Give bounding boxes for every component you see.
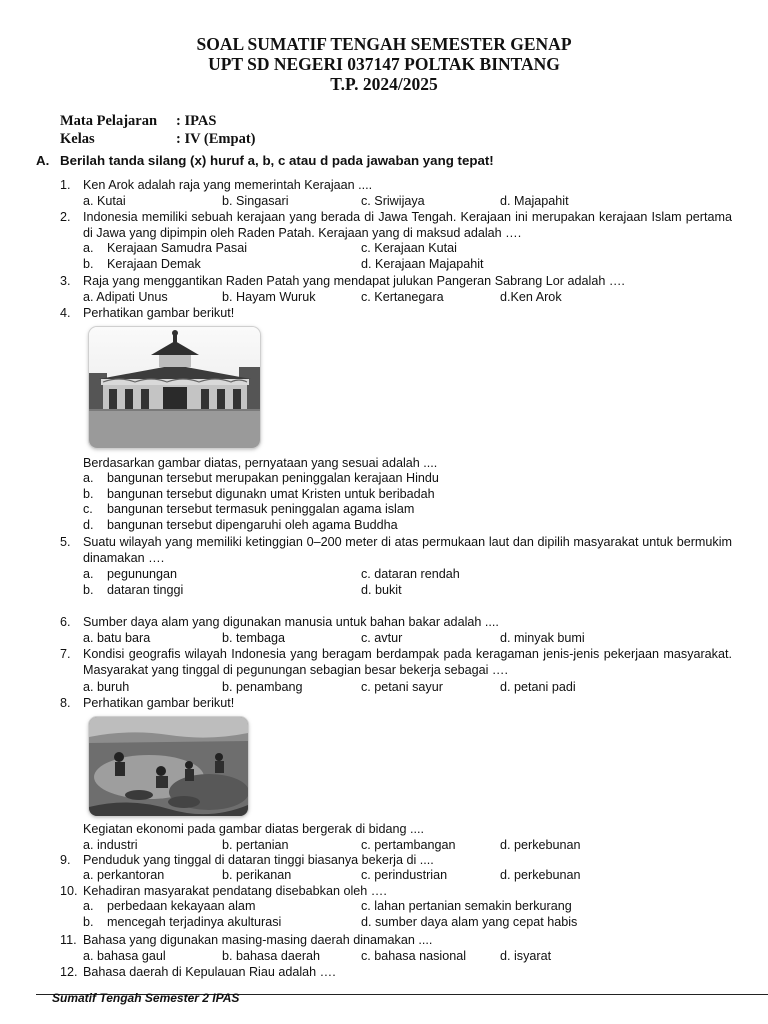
option-letter: b. [83,582,94,597]
question-4 [60,305,732,321]
option-letter: b. [83,256,94,271]
option-d[interactable]: d. bukit [361,582,402,597]
option-c[interactable]: c. petani sayur [361,680,443,694]
options-row [83,948,733,964]
option-letter: a. [83,899,94,913]
options-row [83,867,733,883]
option-letter: a. [83,471,94,485]
question-text: Indonesia memiliki sebuah kerajaan yang berada di Jawa Tengah. Kerajaan ini merupakan kerajaan Islam pertama di Jawa yang dipimpin oleh Raden Patah. Kerajaan yang di maksud adalah …. [83,210,732,240]
option-c[interactable]: c. perindustrian [361,868,448,882]
question-6 [60,614,732,630]
question-number: 11. [60,933,77,947]
option-c[interactable]: c. dataran rendah [361,567,460,581]
option-d[interactable]: d. Kerajaan Majapahit [361,256,484,271]
class-label: Kelas [60,131,95,147]
question-number: 12. [60,965,78,979]
option-b[interactable]: b. perikanan [222,868,292,882]
question-number: 8. [60,696,71,710]
question-number: 6. [60,615,71,629]
section-letter: A. [36,153,50,168]
question-caption: Berdasarkan gambar diatas, pernyataan yang sesuai adalah .... [83,456,438,470]
options-grid [83,899,733,930]
question-text: Perhatikan gambar berikut! [83,696,235,710]
options-row [83,679,733,695]
options-grid [83,241,733,272]
question-text: Perhatikan gambar berikut! [83,306,235,320]
option-a[interactable]: perbedaan kekayaan alam [107,899,256,913]
option-b[interactable]: b. tembaga [222,631,286,645]
options-grid [83,567,733,598]
option-d[interactable]: d. minyak bumi [500,631,585,645]
question-text: Kondisi geografis wilayah Indonesia yang beragam berdampak pada keragaman jenis-jenis pekerjaan masyarakat. Masyarakat yang tinggal di pegunungan sebagian besar bekerja sebagai …. [83,647,732,677]
option-d[interactable]: d. sumber daya alam yang cepat habis [361,914,578,929]
option-b[interactable]: mencegah terjadinya akulturasi [107,914,282,929]
option-a[interactable]: a. buruh [83,680,130,694]
option-b[interactable]: dataran tinggi [107,582,184,597]
option-b[interactable]: Kerajaan Demak [107,256,201,271]
exam-meta [60,112,255,148]
option-letter: c. [83,502,93,517]
question-text: Sumber daya alam yang digunakan manusia untuk bahan bakar adalah .... [83,615,499,629]
page-footer: Sumatif Tengah Semester 2 IPAS [52,991,240,1005]
option-c[interactable]: c. lahan pertanian semakin berkurang [361,899,572,913]
question-caption: Kegiatan ekonomi pada gambar diatas bergerak di bidang .... [83,822,424,836]
subject-value: : IPAS [176,113,217,129]
document-header [0,34,768,94]
option-a[interactable]: a. Kutai [83,194,126,208]
question-text: Ken Arok adalah raja yang memerintah Kerajaan .... [83,178,373,192]
option-c[interactable]: c. avtur [361,631,403,645]
question-text: Bahasa yang digunakan masing-masing daerah dinamakan .... [83,933,433,947]
option-a[interactable]: a. Adipati Unus [83,290,168,304]
option-b[interactable]: bangunan tersebut digunakn umat Kristen untuk beribadah [107,486,435,501]
option-d[interactable]: d. Majapahit [500,194,569,208]
question-7 [60,646,732,678]
question-text: Kehadiran masyarakat pendatang disebabkan oleh …. [83,884,387,898]
section-instruction [36,152,494,170]
option-letter: b. [83,486,94,501]
option-a[interactable]: Kerajaan Samudra Pasai [107,241,248,255]
option-b[interactable]: b. penambang [222,680,303,694]
options-row [83,837,733,853]
option-c[interactable]: c. Kertanegara [361,290,444,304]
option-a[interactable]: bangunan tersebut merupakan peninggalan kerajaan Hindu [107,471,439,485]
question-number: 2. [60,210,71,224]
option-c[interactable]: c. Sriwijaya [361,194,425,208]
question-number: 10. [60,884,78,898]
question-11 [60,932,732,948]
question-number: 1. [60,178,71,192]
question-12 [60,964,732,980]
question-3 [60,273,732,289]
option-d[interactable]: d.Ken Arok [500,290,562,304]
option-d[interactable]: d. isyarat [500,949,552,963]
options-row [83,289,733,305]
question-number: 3. [60,274,71,288]
option-c[interactable]: c. Kerajaan Kutai [361,241,457,255]
option-c[interactable]: c. bahasa nasional [361,949,467,963]
question-9 [60,852,732,868]
option-letter: a. [83,567,94,581]
option-letter: a. [83,241,94,255]
option-d[interactable]: d. petani padi [500,680,576,694]
option-c[interactable]: bangunan tersebut termasuk peninggalan agama islam [107,502,415,517]
question-number: 4. [60,306,71,320]
question-number: 7. [60,647,71,661]
question-text: Bahasa daerah di Kepulauan Riau adalah …. [83,965,336,979]
question-5 [60,534,732,566]
question-text: Suatu wilayah yang memiliki ketinggian 0–200 meter di atas permukaan laut dan dipilih masyarakat untuk bermukim dinamakan …. [83,535,732,565]
option-b[interactable]: b. pertanian [222,838,289,852]
question-text: Penduduk yang tinggal di dataran tinggi biasanya bekerja di .... [83,853,434,867]
palace-building-photo [89,327,260,448]
options-row [83,630,733,646]
option-a[interactable]: a. perkantoran [83,868,165,882]
option-a[interactable]: a. batu bara [83,631,151,645]
options-list [83,471,733,534]
option-d[interactable]: bangunan tersebut dipengaruhi oleh agama Buddha [107,518,398,533]
question-text: Raja yang menggantikan Raden Patah yang mendapat julukan Pangeran Sabrang Lor adalah …. [83,274,625,288]
question-8 [60,695,732,711]
option-a[interactable]: a. bahasa gaul [83,949,166,963]
option-b[interactable]: b. Hayam Wuruk [222,290,316,304]
option-b[interactable]: b. bahasa daerah [222,949,321,963]
mining-activity-photo [89,717,248,816]
question-4-caption [60,455,732,471]
question-1 [60,177,732,193]
options-row [83,193,733,209]
question-10 [60,883,732,899]
header-year: T.P. 2024/2025 [330,74,438,94]
header-title: SOAL SUMATIF TENGAH SEMESTER GENAP [196,34,572,54]
class-value: : IV (Empat) [176,131,256,147]
option-b[interactable]: b. Singasari [222,194,289,208]
question-8-caption [60,821,732,837]
option-letter: b. [83,914,94,929]
option-d[interactable]: d. perkebunan [500,868,581,882]
option-a[interactable]: a. industri [83,838,138,852]
option-d[interactable]: d. perkebunan [500,838,581,852]
question-number: 5. [60,535,71,549]
subject-label: Mata Pelajaran [60,113,158,129]
section-text: Berilah tanda silang (x) huruf a, b, c atau d pada jawaban yang tepat! [60,153,494,168]
option-a[interactable]: pegunungan [107,567,178,581]
header-school: UPT SD NEGERI 037147 POLTAK BINTANG [208,54,560,74]
option-c[interactable]: c. pertambangan [361,838,456,852]
question-number: 9. [60,853,71,867]
question-2 [60,209,732,241]
option-letter: d. [83,518,94,533]
